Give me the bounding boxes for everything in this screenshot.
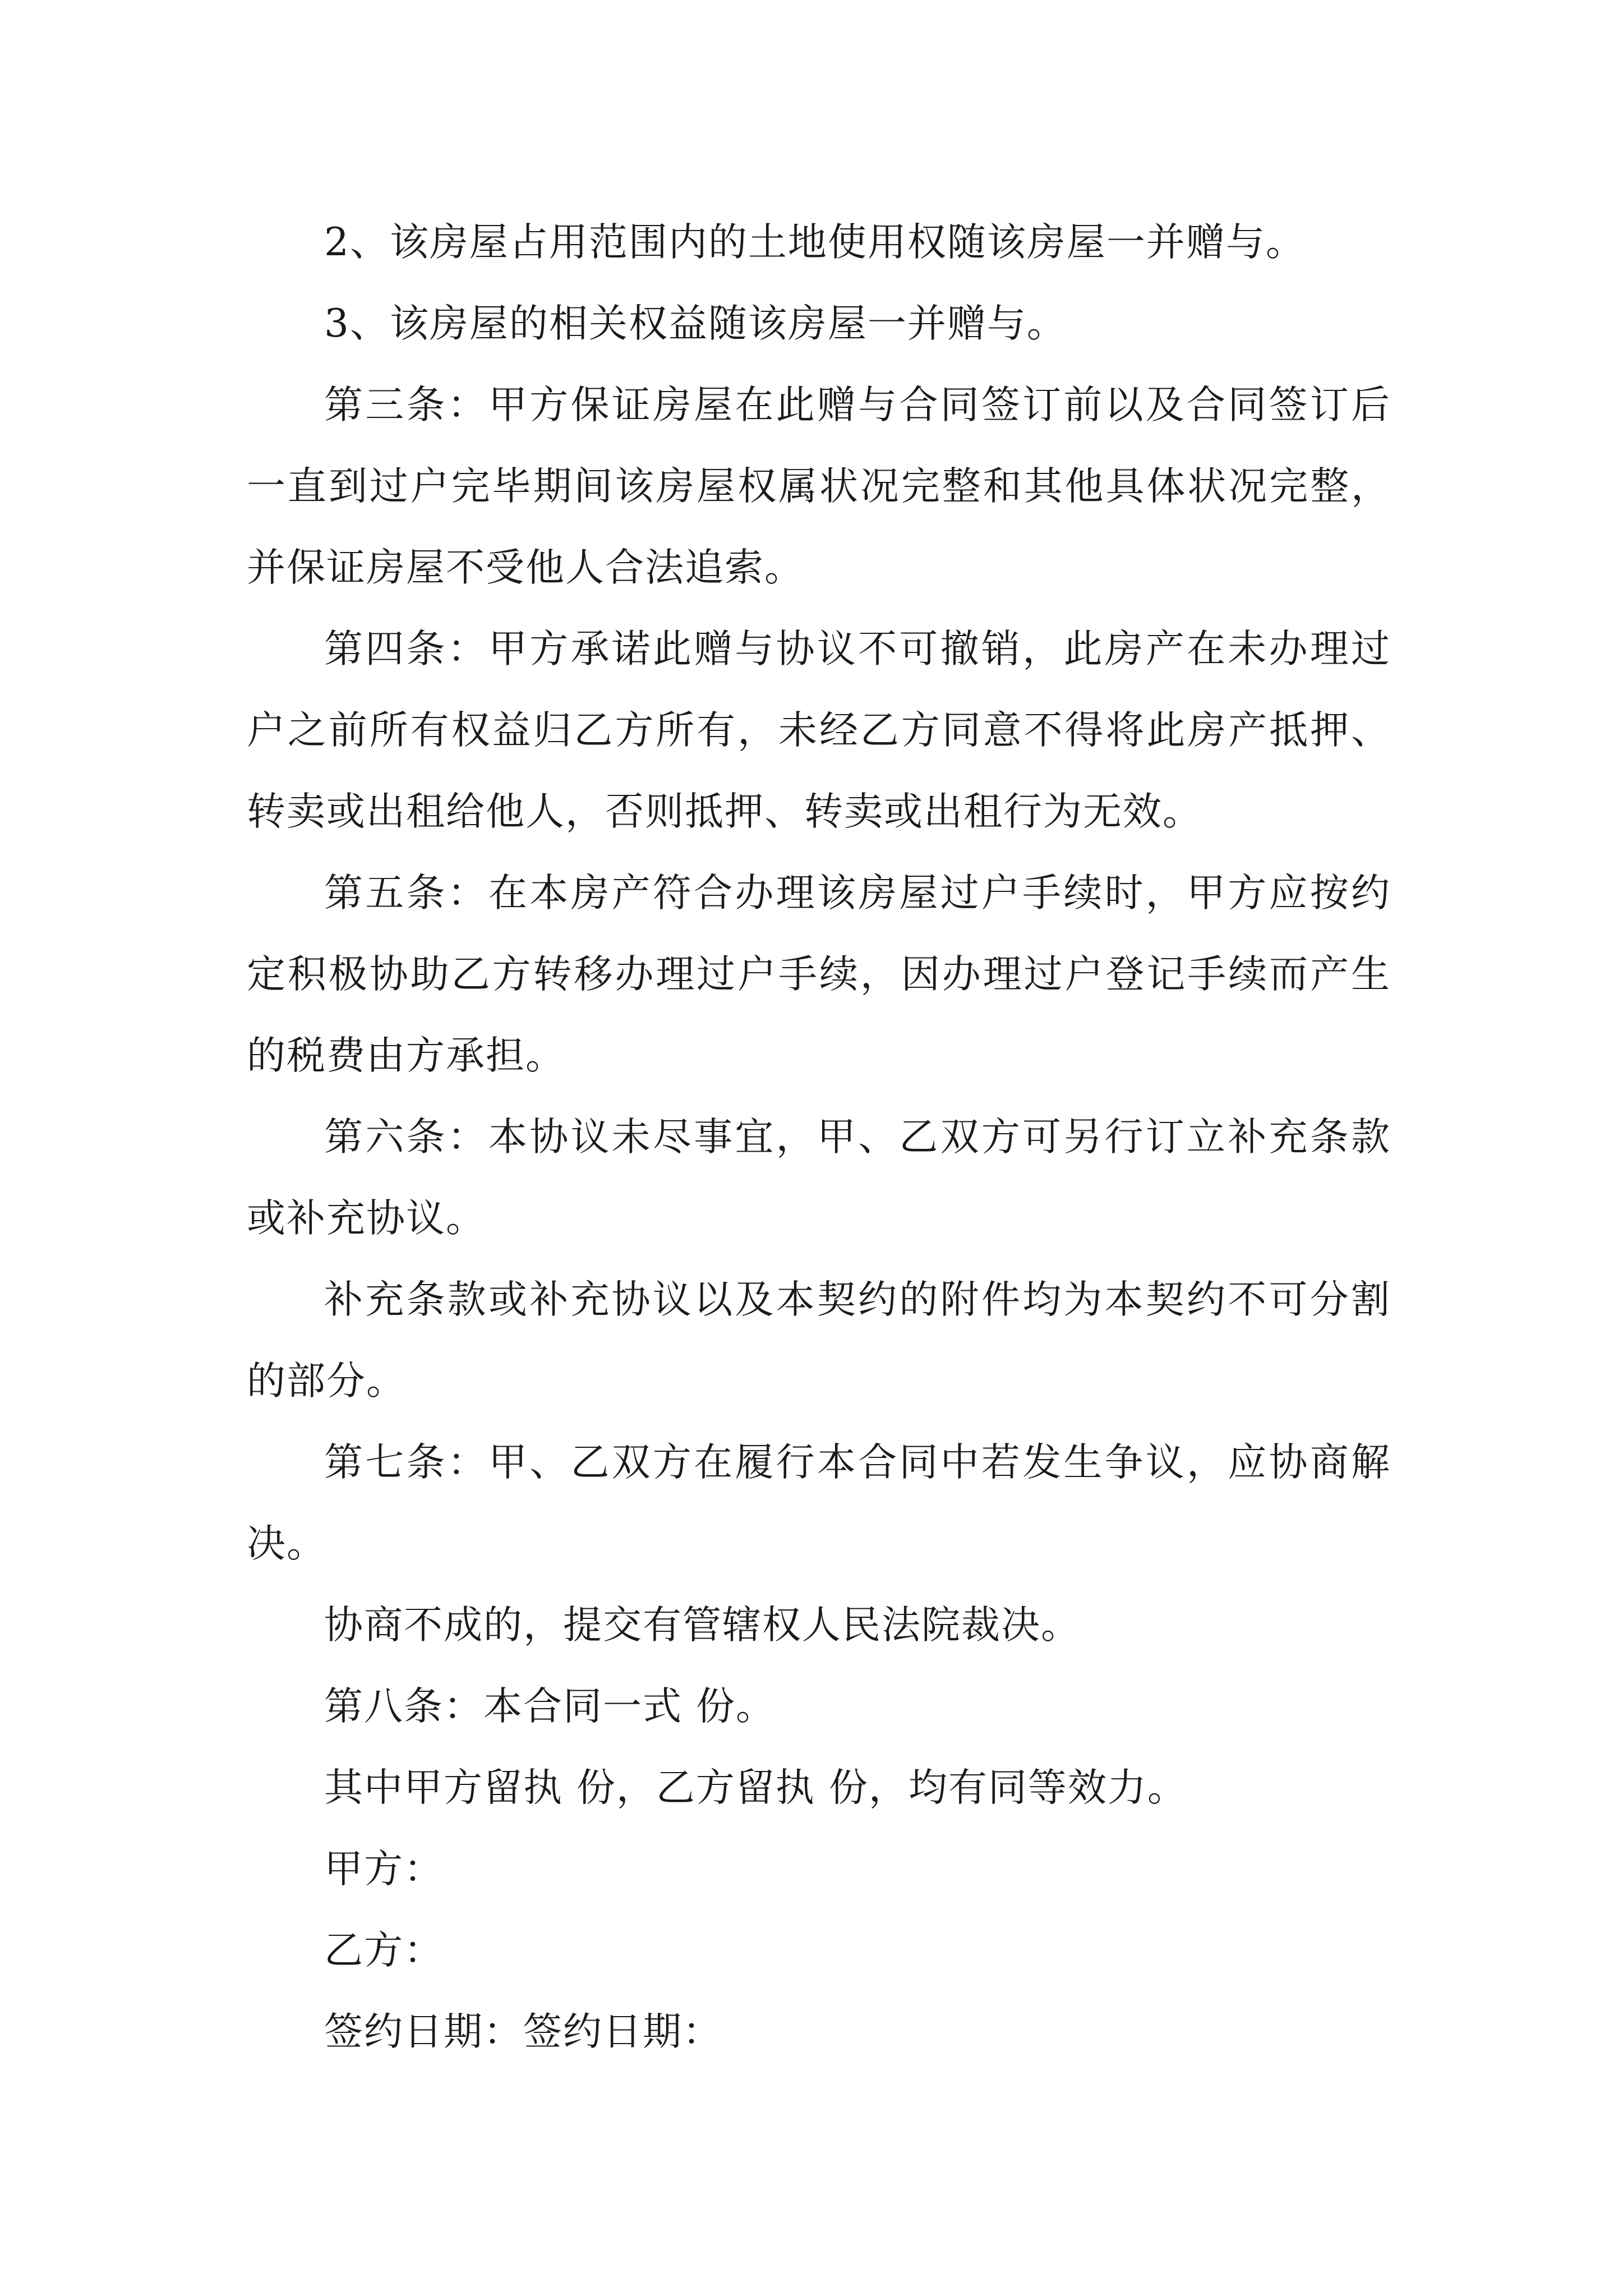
article-8-copies: 其中甲方留执 份，乙方留执 份，均有同等效力。 bbox=[324, 1765, 1187, 1810]
article-6: 第六条：本协议未尽事宜，甲、乙双方可另行订立补充条款或补充协议。 bbox=[247, 1115, 1391, 1241]
article-8: 第八条：本合同一式 份。 bbox=[324, 1684, 776, 1729]
party-a-signature-line: 甲方： bbox=[324, 1847, 444, 1892]
article-4: 第四条：甲方承诺此赠与协议不可撤销，此房产在未办理过户之前所有权益归乙方所有，未经乙方同意不得将此房产抵押、转卖或出租给他人，否则抵押、转卖或出租行为无效。 bbox=[247, 627, 1391, 834]
article-6-supplement: 补充条款或补充协议以及本契约的附件均为本契约不可分割的部分。 bbox=[247, 1277, 1391, 1404]
document-body bbox=[247, 202, 1391, 2073]
signing-date-line: 签约日期：签约日期： bbox=[324, 2009, 722, 2054]
clause-3-related-rights: 3、该房屋的相关权益随该房屋一并赠与。 bbox=[324, 301, 1067, 346]
clause-2-land-use-rights: 2、该房屋占用范围内的土地使用权随该房屋一并赠与。 bbox=[324, 220, 1306, 265]
article-5: 第五条：在本房产符合办理该房屋过户手续时，甲方应按约定积极协助乙方转移办理过户手续，因办理过户登记手续而产生的税费由方承担。 bbox=[247, 871, 1391, 1078]
article-3: 第三条：甲方保证房屋在此赠与合同签订前以及合同签订后一直到过户完毕期间该房屋权属状况完整和其他具体状况完整，并保证房屋不受他人合法追索。 bbox=[247, 383, 1391, 590]
article-7-litigation: 协商不成的，提交有管辖权人民法院裁决。 bbox=[324, 1603, 1081, 1648]
article-7: 第七条：甲、乙双方在履行本合同中若发生争议，应协商解决。 bbox=[247, 1440, 1391, 1566]
party-b-signature-line: 乙方： bbox=[324, 1928, 444, 1973]
